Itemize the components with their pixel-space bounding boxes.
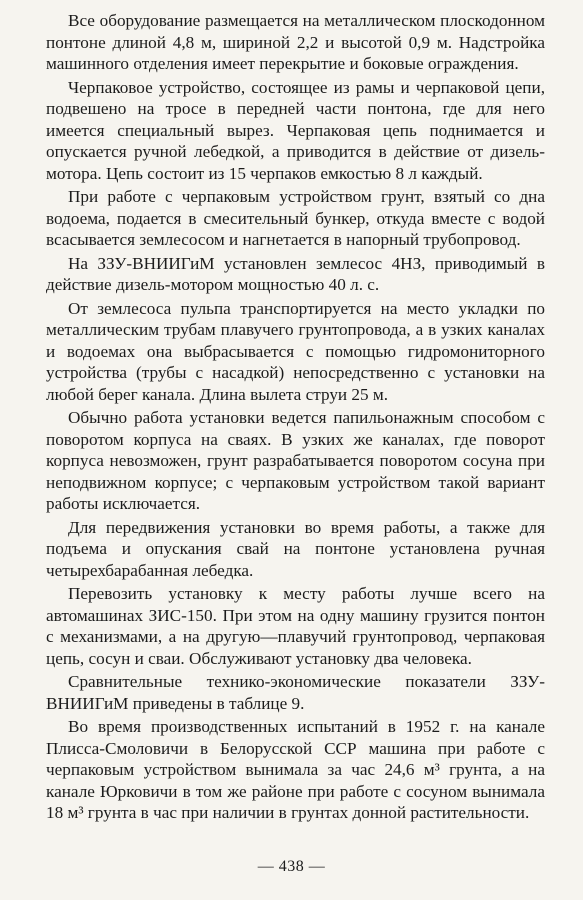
paragraph-7: Для передвижения установки во время работы, а также для подъема и опускания свай на понтоне установлена ручная четырехбарабанная лебедка. <box>46 517 545 580</box>
page-number: — 438 — <box>257 858 326 875</box>
paragraph-9: Сравнительные технико-экономические показатели ЗЗУ-ВНИИГиМ приведены в таблице 9. <box>46 672 545 713</box>
paragraph-1: Все оборудование размещается на металлическом плоскодонном понтоне длиной 4,8 м, шириной 2,2 и высотой 0,9 м. Надстройка машинного отделения имеет перекрытие и боковые ограждения. <box>46 11 545 73</box>
paragraph-5: От землесоса пульпа транспортируется на место укладки по металлическим трубам плавучего грунтопровода, а в узких каналах и водоемах она выбрасывается с помощью гидромониторного устройства (трубы с насадкой) непосредственно с установки на любой берег канала. Длина вылета струи 25 м. <box>46 298 545 404</box>
paragraph-3: При работе с черпаковым устройством грунт, взятый со дна водоема, подается в смесительный бункер, откуда вместе с водой всасывается землесосом и нагнетается в напорный трубопровод. <box>46 187 545 249</box>
paragraph-10: Во время производственных испытаний в 1952 г. на канале Плисса-Смоловичи в Белорусской ССР машина при работе с черпаковым устройством вынимала за час 24,6 м³ грунта, а на канале Юрковичи в том же районе при работе с сосуном вынимала 18 м³ грунта в час при наличии в грунтах донной растительности. <box>46 717 545 822</box>
paragraph-6: Обычно работа установки ведется папильонажным способом с поворотом корпуса на сваях. В узких же каналах, где поворот корпуса невозможен, грунт разрабатывается поворотом сосуна при неподвижном корпусе; с черпаковым устройством такой вариант работы исключается. <box>46 408 545 513</box>
paragraph-2: Черпаковое устройство, состоящее из рамы и черпаковой цепи, подвешено на тросе в передней части понтона, где для него имеется специальный вырез. Черпаковая цепь поднимается и опускается ручной лебедкой, а приводится в действие от дизель-мотора. Цепь состоит из 15 черпаков емкостью 8 л каждый. <box>46 77 545 183</box>
paragraph-8: Перевозить установку к месту работы лучше всего на автомашинах ЗИС-150. При этом на одну машину грузится понтон с механизмами, а на другую—плавучий грунтопровод, черпаковая цепь, сосун и сваи. Обслуживают установку два человека. <box>46 584 545 668</box>
paragraph-4: На ЗЗУ-ВНИИГиМ установлен землесос 4НЗ, приводимый в действие дизель-мотором мощностью 40 л. с. <box>46 253 545 294</box>
body-text <box>46 10 545 824</box>
